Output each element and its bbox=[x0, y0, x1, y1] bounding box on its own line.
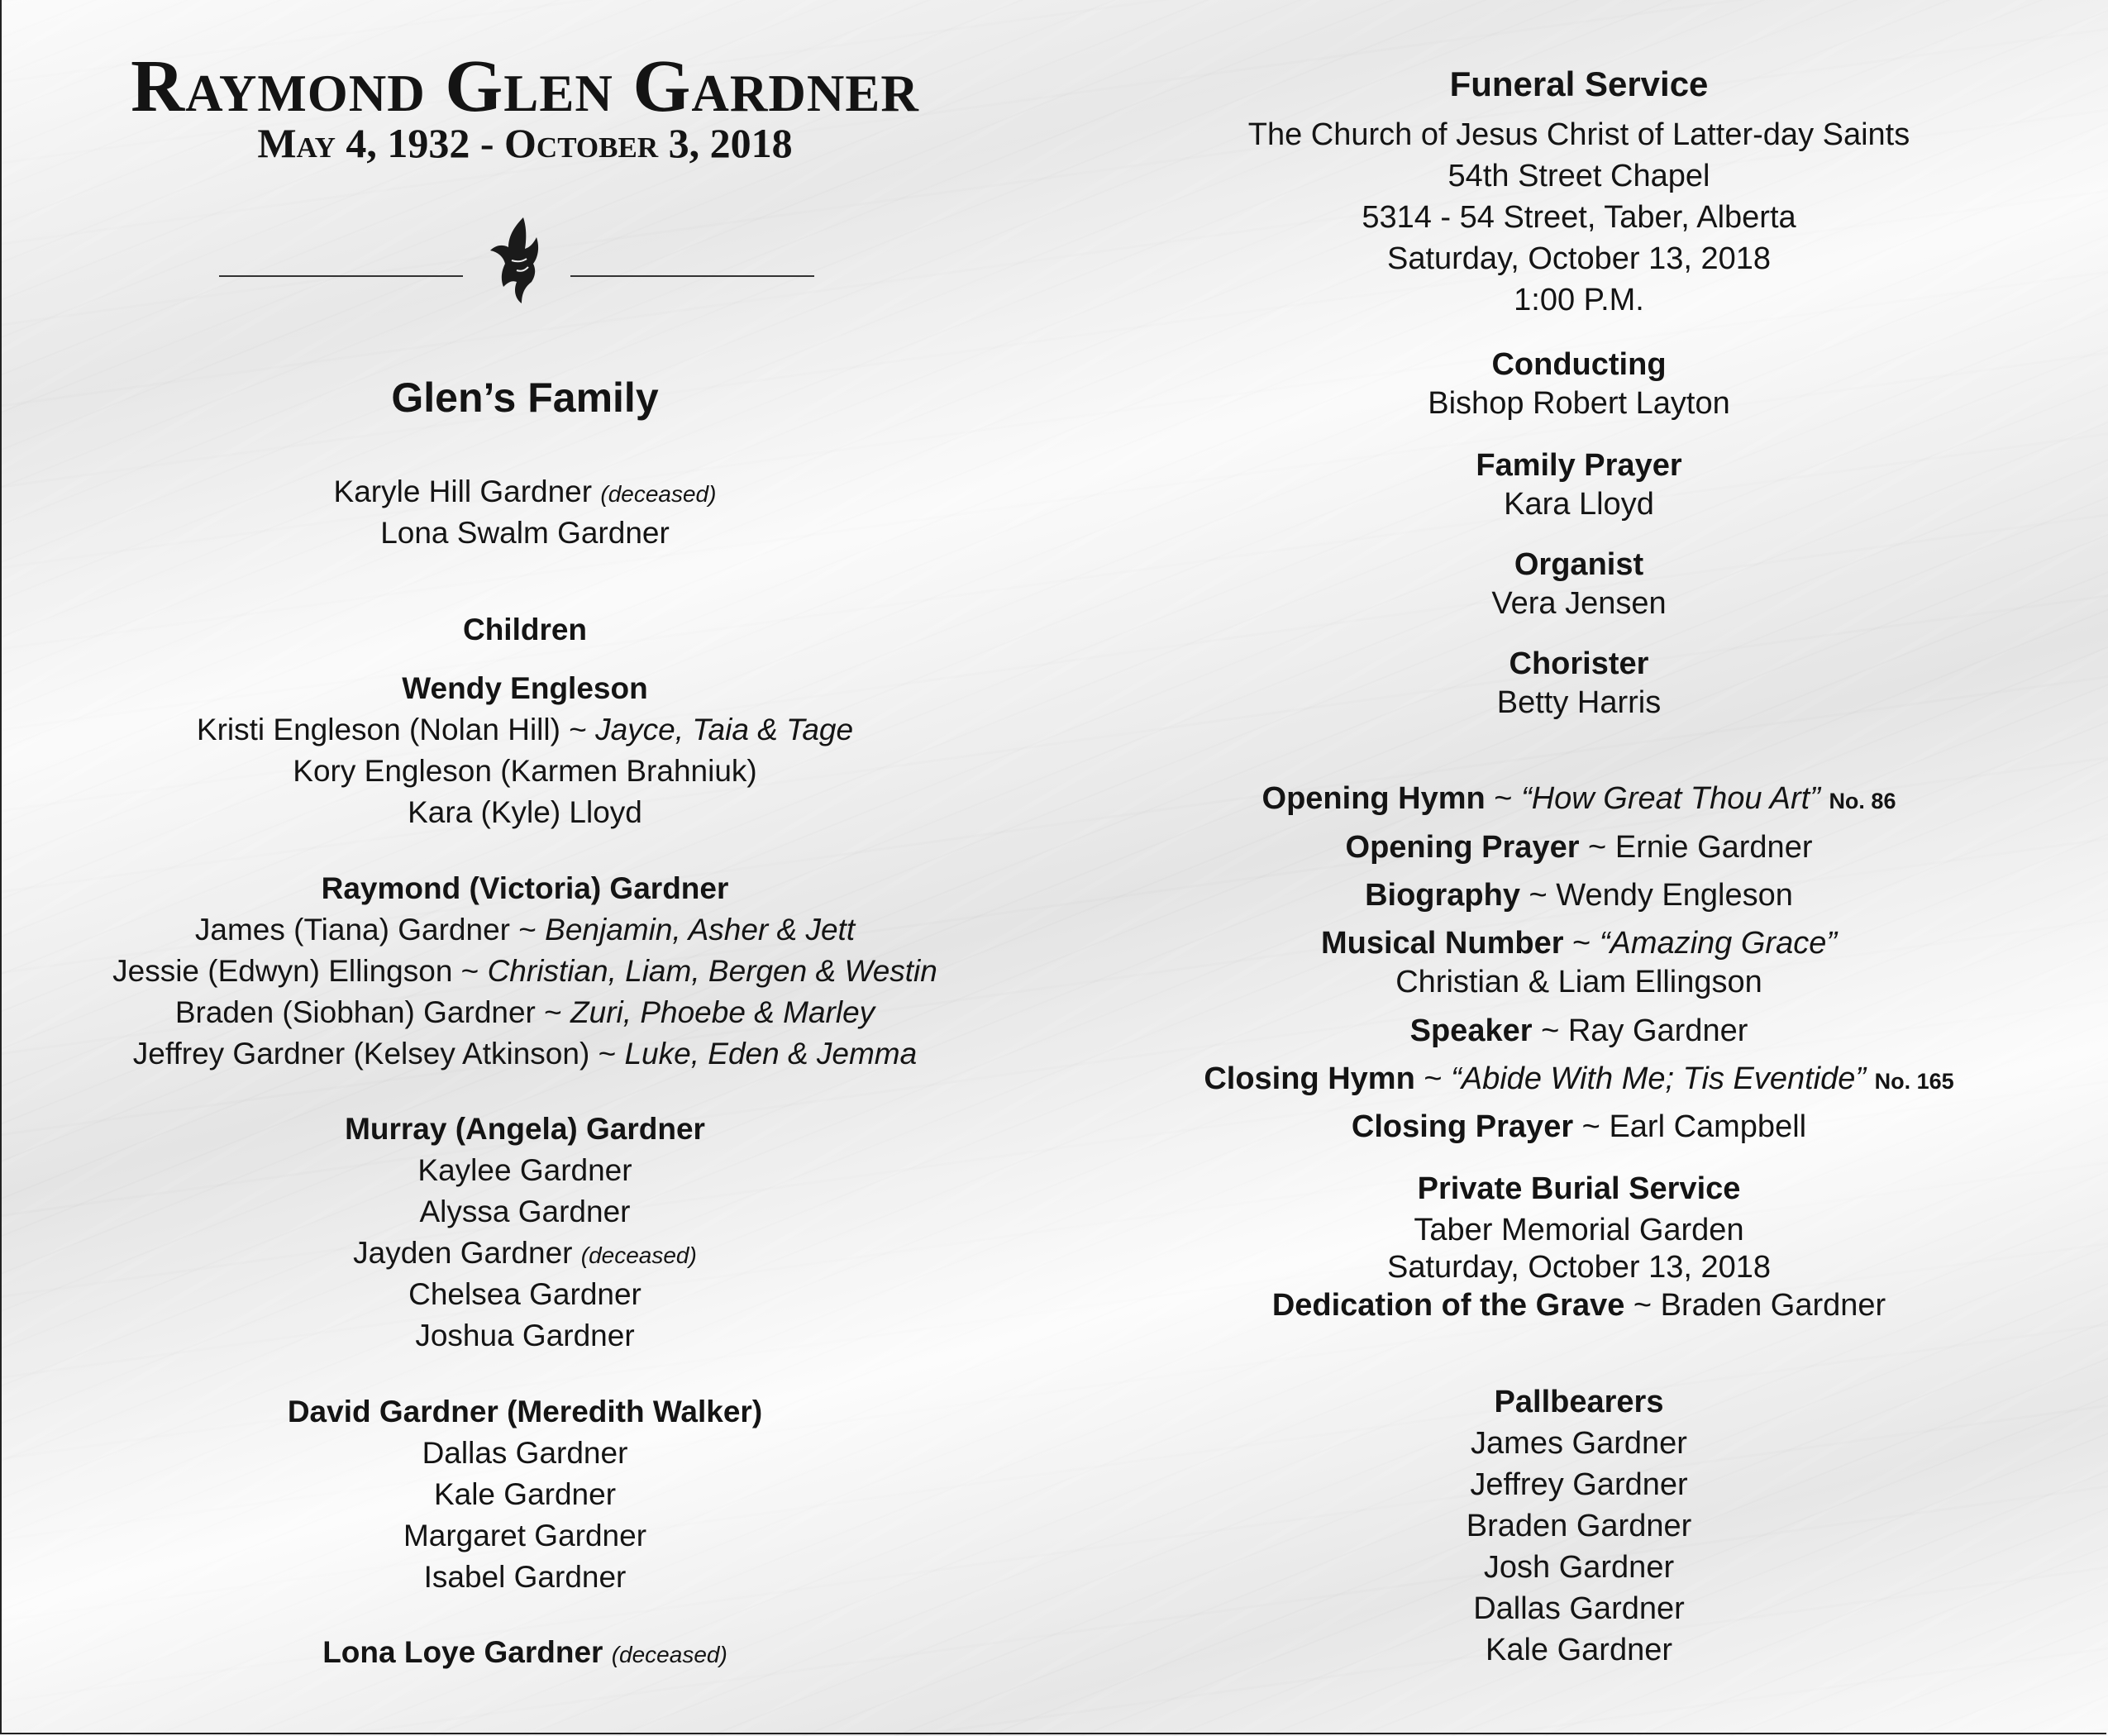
role-name: Vera Jensen bbox=[1491, 586, 1667, 621]
grandchild-line: Kory Engleson (Karmen Brahniuk) bbox=[293, 754, 757, 788]
grandchild-line: James (Tiana) Gardner ~ Benjamin, Asher & Jett bbox=[194, 913, 856, 947]
grave-dedication: Dedication of the Grave ~ Braden Gardner bbox=[1271, 1288, 1886, 1323]
children-heading: Children bbox=[462, 613, 588, 646]
divider-rule-left bbox=[219, 275, 463, 277]
family-heading: Glen’s Family bbox=[391, 374, 659, 421]
burial-heading: Private Burial Service bbox=[1417, 1171, 1741, 1206]
pallbearer-name: Kale Gardner bbox=[1485, 1633, 1672, 1667]
child-name: David Gardner (Meredith Walker) bbox=[287, 1395, 763, 1428]
church-name: The Church of Jesus Christ of Latter-day Saints bbox=[1247, 117, 1910, 152]
deceased-name: Raymond Glen Gardner bbox=[131, 45, 919, 127]
child-name-deceased: Lona Loye Gardner (deceased) bbox=[322, 1635, 727, 1669]
pallbearer-name: James Gardner bbox=[1471, 1426, 1687, 1461]
musical-performers: Christian & Liam Ellingson bbox=[1395, 965, 1762, 999]
grandchild-line: Margaret Gardner bbox=[403, 1519, 647, 1552]
child-name: Wendy Engleson bbox=[402, 671, 648, 705]
service-time: 1:00 P.M. bbox=[1514, 283, 1644, 317]
burial-date: Saturday, October 13, 2018 bbox=[1386, 1250, 1772, 1285]
pallbearer-name: Jeffrey Gardner bbox=[1470, 1467, 1688, 1502]
role-label: Organist bbox=[1514, 547, 1644, 582]
spouse-line: Lona Swalm Gardner bbox=[380, 516, 670, 550]
service-heading: Funeral Service bbox=[1449, 64, 1709, 103]
program-speaker: Speaker ~ Ray Gardner bbox=[1409, 1013, 1748, 1048]
grandchild-line: Dallas Gardner bbox=[422, 1436, 628, 1470]
burial-place: Taber Memorial Garden bbox=[1414, 1213, 1744, 1247]
role-label: Chorister bbox=[1509, 646, 1649, 681]
grandchild-line: Braden (Siobhan) Gardner ~ Zuri, Phoebe & Marley bbox=[174, 995, 875, 1029]
spouse-line: Karyle Hill Gardner (deceased) bbox=[333, 475, 717, 508]
grandchild-line: Joshua Gardner bbox=[415, 1319, 635, 1352]
pallbearer-name: Dallas Gardner bbox=[1473, 1591, 1685, 1626]
role-name: Betty Harris bbox=[1496, 685, 1662, 720]
program-opening-hymn: Opening Hymn ~ “How Great Thou Art” No. 86 bbox=[1261, 781, 1896, 816]
service-date: Saturday, October 13, 2018 bbox=[1386, 241, 1772, 276]
divider-rule-right bbox=[570, 275, 814, 277]
program-opening-prayer: Opening Prayer ~ Ernie Gardner bbox=[1345, 830, 1813, 865]
grandchild-line: Kristi Engleson (Nolan Hill) ~ Jayce, Taia & Tage bbox=[196, 713, 854, 746]
program-musical-number: Musical Number ~ “Amazing Grace” bbox=[1320, 926, 1838, 961]
grandchild-line: Kaylee Gardner bbox=[417, 1153, 632, 1187]
grandchild-line: Jeffrey Gardner (Kelsey Atkinson) ~ Luke, Eden & Jemma bbox=[132, 1037, 918, 1071]
program-biography: Biography ~ Wendy Engleson bbox=[1365, 878, 1793, 913]
grandchild-line: Kale Gardner bbox=[433, 1477, 617, 1511]
life-dates: May 4, 1932 - October 3, 2018 bbox=[257, 120, 793, 166]
child-name: Raymond (Victoria) Gardner bbox=[321, 871, 729, 905]
role-name: Kara Lloyd bbox=[1504, 487, 1654, 522]
role-name: Bishop Robert Layton bbox=[1428, 386, 1730, 421]
chapel-name: 54th Street Chapel bbox=[1447, 159, 1710, 193]
pallbearers-heading: Pallbearers bbox=[1494, 1385, 1664, 1419]
pallbearer-name: Braden Gardner bbox=[1466, 1509, 1692, 1543]
chapel-address: 5314 - 54 Street, Taber, Alberta bbox=[1362, 200, 1796, 235]
grandchild-line: Jessie (Edwyn) Ellingson ~ Christian, Liam, Bergen & Westin bbox=[112, 954, 937, 988]
grandchild-line: Chelsea Gardner bbox=[408, 1277, 641, 1311]
grandchild-line: Kara (Kyle) Lloyd bbox=[408, 795, 642, 829]
child-name: Murray (Angela) Gardner bbox=[345, 1112, 705, 1146]
grandchild-line: Isabel Gardner bbox=[423, 1560, 627, 1594]
title-divider bbox=[219, 211, 814, 310]
program-closing-hymn: Closing Hymn ~ “Abide With Me; Tis Eventide” No. 165 bbox=[1204, 1061, 1954, 1096]
role-label: Family Prayer bbox=[1476, 448, 1682, 483]
dove-icon bbox=[484, 211, 550, 310]
pallbearer-name: Josh Gardner bbox=[1483, 1550, 1675, 1585]
program-closing-prayer: Closing Prayer ~ Earl Campbell bbox=[1351, 1109, 1807, 1144]
grandchild-line: Jayden Gardner (deceased) bbox=[353, 1236, 697, 1270]
grandchild-line: Alyssa Gardner bbox=[419, 1195, 631, 1228]
role-label: Conducting bbox=[1491, 347, 1667, 382]
